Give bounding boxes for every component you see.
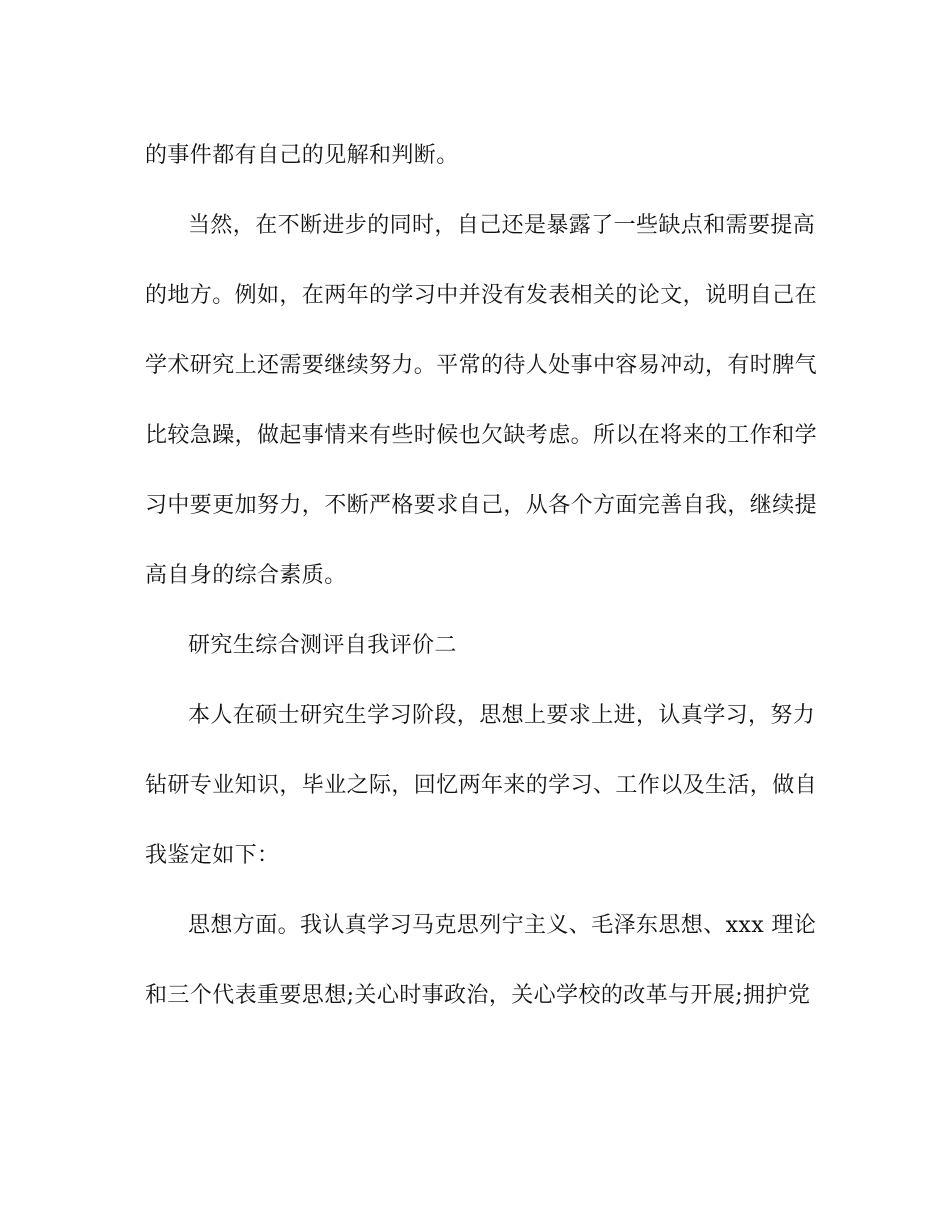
paragraph-line: 的地方。例如，在两年的学习中并没有发表相关的论文，说明自己在 xyxy=(145,283,818,308)
section-heading: 研究生综合测评自我评价二 xyxy=(188,633,457,658)
paragraph-line: 的事件都有自己的见解和判断。 xyxy=(145,143,459,168)
paragraph-line: 比较急躁，做起事情来有些时候也欠缺考虑。所以在将来的工作和学 xyxy=(145,423,818,448)
paragraph-line: 学术研究上还需要继续努力。平常的待人处事中容易冲动，有时脾气 xyxy=(145,353,818,378)
paragraph-line: 高自身的综合素质。 xyxy=(145,563,347,588)
paragraph-line: 当然，在不断进步的同时，自己还是暴露了一些缺点和需要提高 xyxy=(188,213,816,238)
paragraph-line: 钻研专业知识，毕业之际，回忆两年来的学习、工作以及生活，做自 xyxy=(145,773,818,798)
paragraph-line: 思想方面。我认真学习马克思列宁主义、毛泽东思想、xxx 理论 xyxy=(188,913,817,938)
paragraph-line: 习中要更加努力，不断严格要求自己，从各个方面完善自我，继续提 xyxy=(145,493,818,518)
paragraph-line: 我鉴定如下： xyxy=(145,843,280,868)
paragraph-line: 和三个代表重要思想;关心时事政治，关心学校的改革与开展;拥护党 xyxy=(145,983,811,1008)
paragraph-line: 本人在硕士研究生学习阶段，思想上要求上进，认真学习，努力 xyxy=(188,703,816,728)
